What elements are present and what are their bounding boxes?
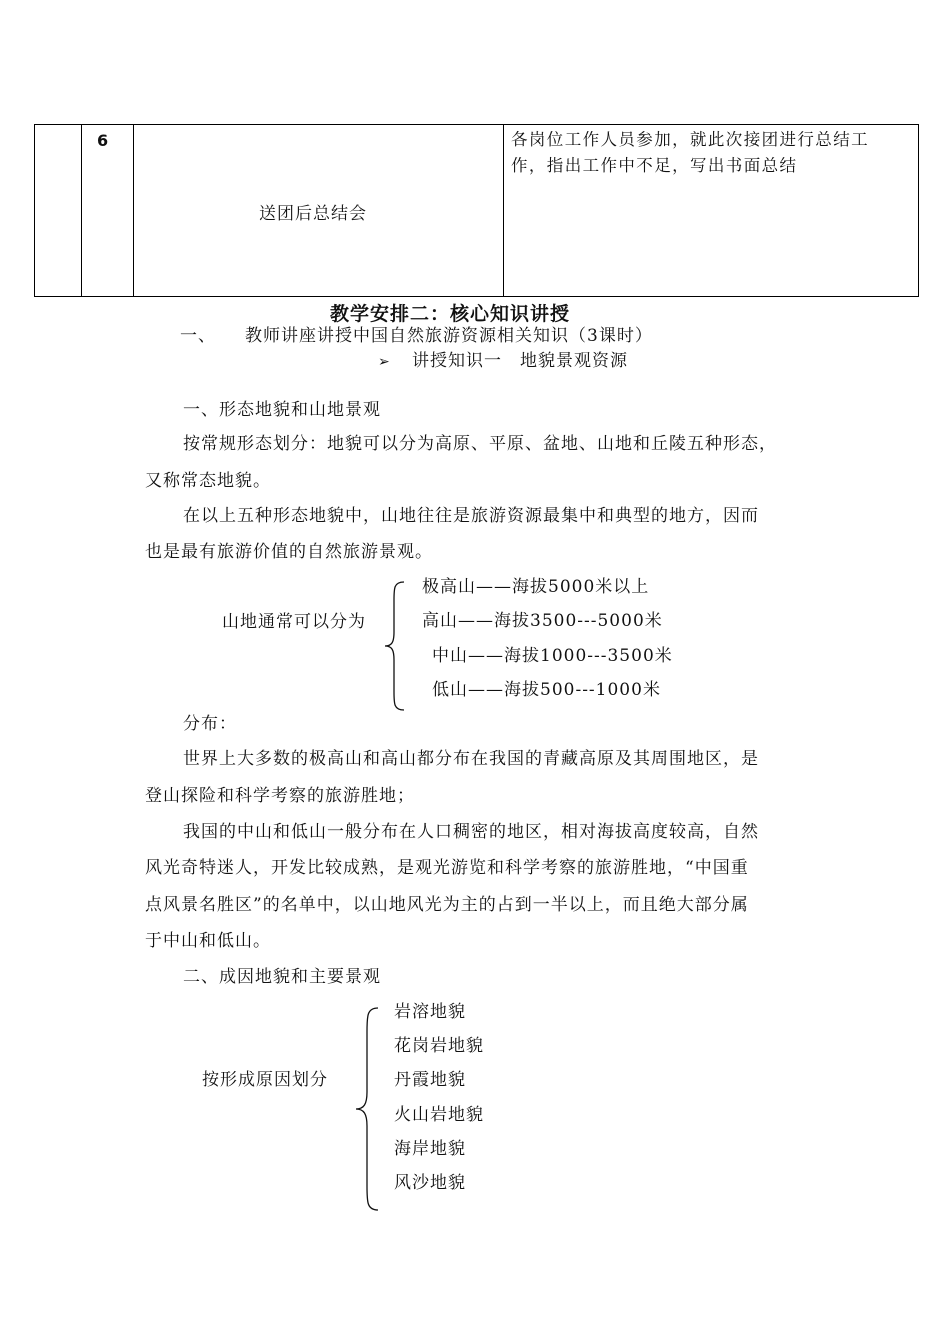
paragraph-line: 在以上五种形态地貌中，山地往往是旅游资源最集中和典型的地方，因而 xyxy=(183,506,759,526)
landform-type-item: 岩溶地貌 xyxy=(394,1002,466,1022)
landform-classification-label: 按形成原因划分 xyxy=(202,1070,328,1090)
landform-type-item: 花岗岩地貌 xyxy=(394,1036,484,1056)
left-brace-icon xyxy=(382,580,408,712)
paragraph-line: 按常规形态划分：地貌可以分为高原、平原、盆地、山地和丘陵五种形态， xyxy=(183,434,777,454)
landform-type-item: 风沙地貌 xyxy=(394,1173,466,1193)
lecture-text: 教师讲座讲授中国自然旅游资源相关知识（3课时） xyxy=(245,326,653,346)
landform-type-item: 海岸地貌 xyxy=(394,1139,466,1159)
paragraph-line: 世界上大多数的极高山和高山都分布在我国的青藏高原及其周围地区，是 xyxy=(183,749,759,769)
landform-type-item: 丹霞地貌 xyxy=(394,1070,466,1090)
table-description-line: 各岗位工作人员参加，就此次接团进行总结工 xyxy=(511,130,869,149)
paragraph-line: 又称常态地貌。 xyxy=(145,471,271,491)
table-row-number: 6 xyxy=(97,131,109,150)
lecture-number: 一、 xyxy=(180,326,216,346)
bullet-arrow-icon: ➢ xyxy=(378,354,391,370)
table-column-divider xyxy=(81,125,82,296)
table-description-line: 作，指出工作中不足，写出书面总结 xyxy=(511,156,798,175)
table-item-cell: 送团后总结会 xyxy=(259,204,367,224)
table-column-divider xyxy=(133,125,134,296)
landform-type-item: 火山岩地貌 xyxy=(394,1105,484,1125)
paragraph-line: 我国的中山和低山一般分布在人口稠密的地区，相对海拔高度较高，自然 xyxy=(183,822,759,842)
part1-heading: 一、形态地貌和山地景观 xyxy=(183,400,381,420)
knowledge-point-title: 讲授知识一 地貌景观资源 xyxy=(412,351,628,371)
distribution-label: 分布： xyxy=(183,714,237,734)
left-brace-icon xyxy=(352,1006,382,1212)
table-column-divider xyxy=(503,125,504,296)
mountain-type-item: 极高山——海拔5000米以上 xyxy=(422,577,650,597)
paragraph-line: 风光奇特迷人，开发比较成熟，是观光游览和科学考察的旅游胜地，“中国重 xyxy=(145,858,749,878)
paragraph-line: 登山探险和科学考察的旅游胜地； xyxy=(145,786,415,806)
paragraph-line: 点风景名胜区”的名单中，以山地风光为主的占到一半以上，而且绝大部分属 xyxy=(145,895,749,915)
paragraph-line: 于中山和低山。 xyxy=(145,931,271,951)
part2-heading: 二、成因地貌和主要景观 xyxy=(183,967,381,987)
mountain-type-item: 中山——海拔1000---3500米 xyxy=(432,646,673,666)
mountain-type-item: 低山——海拔500---1000米 xyxy=(432,680,661,700)
section-title: 教学安排二：核心知识讲授 xyxy=(330,303,571,325)
paragraph-line: 也是最有旅游价值的自然旅游景观。 xyxy=(145,542,433,562)
schedule-table xyxy=(34,124,919,297)
mountain-type-item: 高山——海拔3500---5000米 xyxy=(422,611,663,631)
mountain-classification-label: 山地通常可以分为 xyxy=(222,612,366,632)
